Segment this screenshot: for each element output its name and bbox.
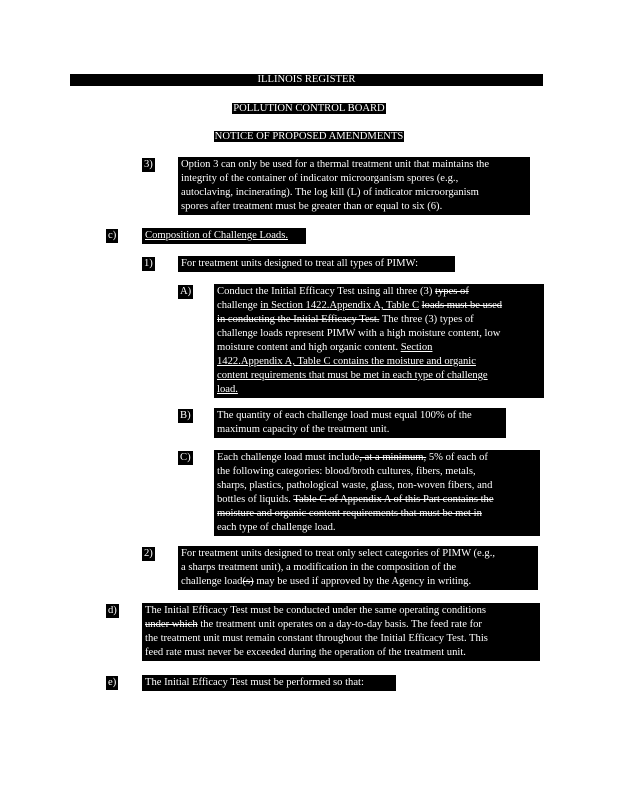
item-e-text: The Initial Efficacy Test must be performed so that:: [142, 675, 396, 691]
item-1-text: For treatment units designed to treat all types of PIMW:: [178, 256, 455, 272]
item-c-text: Composition of Challenge Loads.: [142, 228, 306, 244]
item-d-label: d): [108, 605, 117, 616]
item-3-text: Option 3 can only be used for a thermal treatment unit that maintains the integrity of the container of indicator microorganism spores (e.g., autoclaving, incinerating). The log kill (L) of indicator microorganism spores after treatment must be greater than or equal to six (6).: [178, 157, 530, 215]
item-b-label: B): [180, 410, 191, 421]
register-title: ILLINOIS REGISTER: [257, 74, 356, 85]
item-a-text: Conduct the Initial Efficacy Test using all three (3) types of challenge in Section 1422.Appendix A, Table C loads must be used in conducting the Initial Efficacy Test. The three (3) types of challenge loads represent PIMW with a high moisture content, low moisture content and high organic content. Section 1422.Appendix A, Table C contains the moisture and organic content requirements that must be met in each type of challenge load.: [214, 284, 544, 398]
item-3-label: 3): [144, 159, 153, 170]
item-b-text: The quantity of each challenge load must equal 100% of the maximum capacity of the treatment unit.: [214, 408, 506, 438]
item-e-label: e): [108, 677, 117, 688]
item-2-label: 2): [144, 548, 153, 559]
item-c2-label: C): [180, 452, 191, 463]
item-1-label: 1): [144, 258, 153, 269]
item-c2-text: Each challenge load must include, at a minimum, 5% of each of the following categories: blood/broth cultures, fibers, metals, sharps, plastics, pathological waste, glass, non-woven fibers, and bottles of liquids. Table C of Appendix A of this Part contains the moisture and organic content requirements that must be met in each type of challenge load.: [214, 450, 540, 536]
notice-title: NOTICE OF PROPOSED AMENDMENTS: [214, 131, 404, 142]
item-c-label: c): [108, 230, 117, 241]
item-2-text: For treatment units designed to treat only select categories of PIMW (e.g., a sharps treatment unit), a modification in the composition of the challenge load(s) may be used if approved by the Agency in writing.: [178, 546, 538, 590]
item-a-label: A): [180, 286, 192, 297]
item-d-text: The Initial Efficacy Test must be conducted under the same operating conditions under which the treatment unit operates on a day-to-day basis. The feed rate for the treatment unit must remain constant throughout the Initial Efficacy Test. This feed rate must never be exceeded during the operation of the treatment unit.: [142, 603, 540, 661]
board-title: POLLUTION CONTROL BOARD: [233, 103, 385, 114]
